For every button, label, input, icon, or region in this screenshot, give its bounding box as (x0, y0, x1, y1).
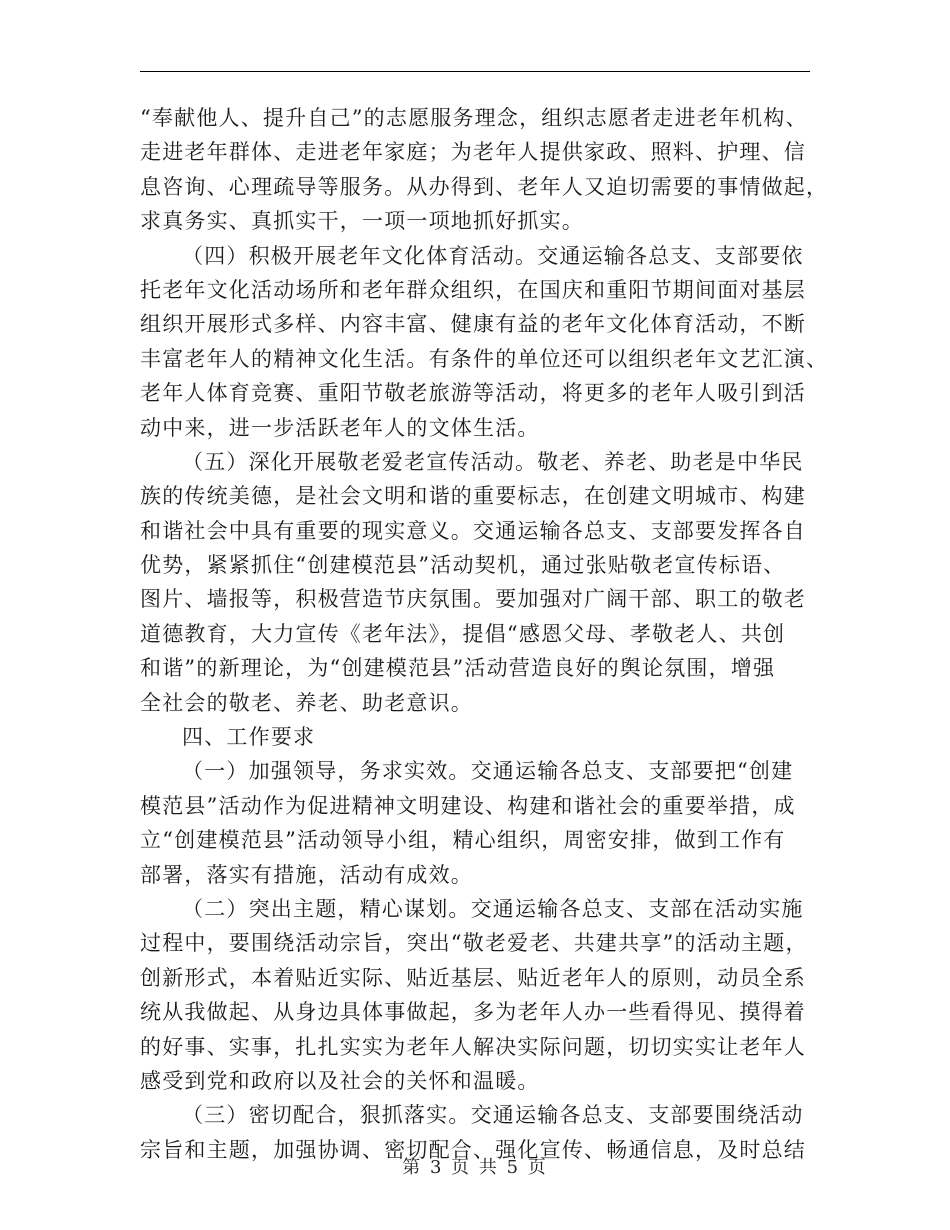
paragraph-start-5: （五）深化开展敬老爱老宣传活动。敬老、养老、助老是中华民 (182, 449, 804, 474)
text-line: 的好事、实事，扎扎实实为老年人解决实际问题，切切实实让老年人 (140, 1034, 806, 1059)
text-line: 优势，紧紧抓住“创建模范县”活动契机，通过张贴敬老宣传标语、 (140, 553, 786, 578)
text-line: 图片、墙报等，积极营造节庆氛围。要加强对广阔干部、职工的敬老 (140, 587, 806, 612)
paragraph-start-req-1: （一）加强领导，务求实效。交通运输各总支、支部要把“创建 (182, 759, 794, 784)
text-line: 部署，落实有措施，活动有成效。 (140, 862, 473, 887)
text-line: 族的传统美德，是社会文明和谐的重要标志，在创建文明城市、构建 (140, 484, 806, 509)
text-line: 感受到党和政府以及社会的关怀和温暖。 (140, 1068, 540, 1093)
text-line: 走进老年群体、走进老年家庭；为老年人提供家政、照料、护理、信 (140, 140, 806, 165)
page-footer: 第 3 页 共 5 页 (402, 1157, 548, 1178)
paragraph-start-req-3: （三）密切配合，狠抓落实。交通运输各总支、支部要围绕活动 (182, 1103, 804, 1128)
document-body (140, 101, 829, 1167)
text-line: 和谐”的新理论，为“创建模范县”活动营造良好的舆论氛围，增强 (140, 656, 776, 681)
text-line: 立“创建模范县”活动领导小组，精心组织，周密安排，做到工作有 (140, 828, 786, 853)
text-line: 宗旨和主题，加强协调、密切配合、强化宣传、畅通信息，及时总结 (140, 1137, 806, 1162)
text-line: 模范县”活动作为促进精神文明建设、构建和谐社会的重要举措，成 (140, 793, 796, 818)
text-line: 创新形式，本着贴近实际、贴近基层、贴近老年人的原则，动员全系 (140, 965, 806, 990)
paragraph-start-4: （四）积极开展老年文化体育活动。交通运输各总支、支部要依 (182, 243, 804, 268)
text-line: 和谐社会中具有重要的现实意义。交通运输各总支、支部要发挥各自 (140, 518, 806, 543)
text-line: 求真务实、真抓实干，一项一项地抓好抓实。 (140, 209, 584, 234)
text-line: 丰富老年人的精神文化生活。有条件的单位还可以组织老年文艺汇演、 (140, 346, 829, 371)
text-line: 动中来，进一步活跃老年人的文体生活。 (140, 415, 540, 440)
text-line: 组织开展形式多样、内容丰富、健康有益的老年文化体育活动，不断 (140, 312, 806, 337)
paragraph-start-req-2: （二）突出主题，精心谋划。交通运输各总支、支部在活动实施 (182, 896, 804, 921)
text-line: 道德教育，大力宣传《老年法》，提倡“感恩父母、孝敬老人、共创 (140, 621, 786, 646)
text-line: 过程中，要围绕活动宗旨，突出“敬老爱老、共建共享”的活动主题， (140, 931, 808, 956)
text-line: 全社会的敬老、养老、助老意识。 (140, 690, 473, 715)
header-rule (140, 71, 810, 72)
text-line: 息咨询、心理疏导等服务。从办得到、老年人又迫切需要的事情做起， (140, 174, 829, 199)
text-line: “奉献他人、提升自己”的志愿服务理念，组织志愿者走进老年机构、 (140, 106, 808, 130)
section-heading: 四、工作要求 (182, 725, 316, 750)
text-line: 统从我做起、从身边具体事做起，多为老年人办一些看得见、摸得着 (140, 1000, 806, 1025)
text-line: 老年人体育竞赛、重阳节敬老旅游等活动，将更多的老年人吸引到活 (140, 381, 806, 406)
text-line: 托老年文化活动场所和老年群众组织，在国庆和重阳节期间面对基层 (140, 277, 806, 302)
